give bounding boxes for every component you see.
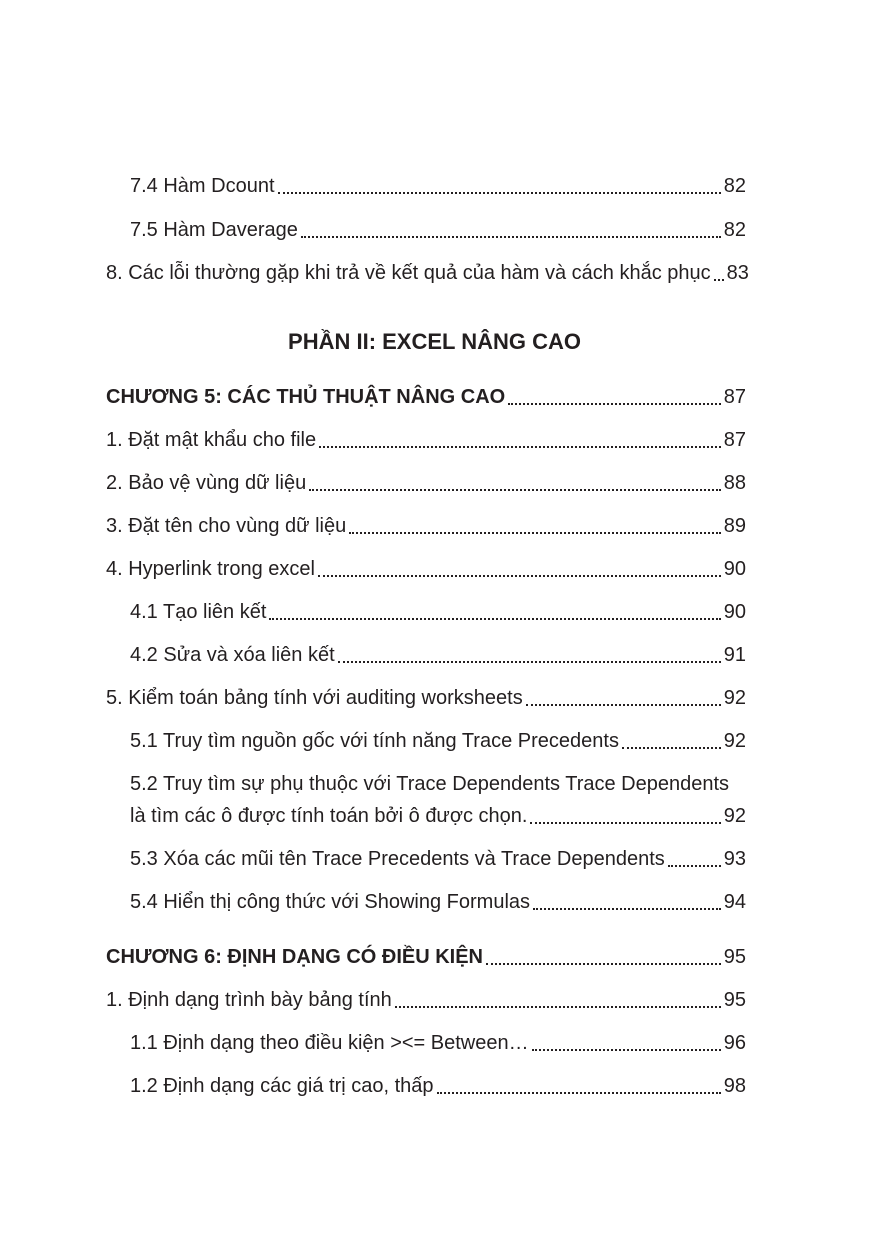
- toc-entry-page: 93: [723, 848, 746, 870]
- toc-entry-5-3: [106, 512, 746, 540]
- chapter-page: 87: [723, 386, 746, 408]
- toc-entry-page: 82: [723, 219, 746, 241]
- chapter-title: CHƯƠNG 5: CÁC THỦ THUẬT NÂNG CAO: [106, 386, 506, 408]
- toc-entry-label: 4.2 Sửa và xóa liên kết: [130, 644, 335, 666]
- toc-entry-5-4-2: [130, 641, 746, 669]
- dot-leader: [338, 661, 721, 663]
- toc-entry-6-1-2: [130, 1072, 746, 1100]
- toc-entry-5-5-2: [130, 802, 746, 830]
- toc-entry-label: 2. Bảo vệ vùng dữ liệu: [106, 472, 307, 494]
- toc-entry-5-5-4: [130, 888, 746, 916]
- dot-leader: [533, 908, 721, 910]
- toc-entry-page: 90: [723, 601, 746, 623]
- dot-leader: [319, 446, 721, 448]
- toc-entry-label: 7.5 Hàm Daverage: [130, 219, 298, 241]
- toc-entry-label: 4.1 Tạo liên kết: [130, 601, 267, 623]
- chapter-page: 95: [723, 946, 746, 968]
- toc-chapter-5: [106, 383, 746, 411]
- toc-entry-page: 88: [723, 472, 746, 494]
- part-heading: PHẦN II: EXCEL NÂNG CAO: [288, 329, 581, 354]
- toc-entry-label: 5.4 Hiển thị công thức với Showing Formulas: [130, 891, 531, 913]
- toc-entry-5-2: [106, 469, 746, 497]
- dot-leader: [269, 618, 720, 620]
- toc-entry-label: 3. Đặt tên cho vùng dữ liệu: [106, 515, 347, 537]
- toc-entry-5-5-2-line1: 5.2 Truy tìm sự phụ thuộc với Trace Dependents Trace Dependents: [130, 773, 730, 795]
- toc-entry-page: 83: [726, 262, 749, 284]
- toc-entry-label: 1.1 Định dạng theo điều kiện ><= Between…: [130, 1032, 529, 1054]
- toc-entry-5-4: [106, 555, 746, 583]
- dot-leader: [508, 403, 721, 405]
- dot-leader: [668, 865, 721, 867]
- toc-entry-page: 98: [723, 1075, 746, 1097]
- toc-entry-page: 92: [723, 730, 746, 752]
- toc-entry-label: là tìm các ô được tính toán bởi ô được chọn.: [130, 805, 528, 827]
- dot-leader: [714, 279, 724, 281]
- dot-leader: [622, 747, 721, 749]
- toc-entry-label: 8. Các lỗi thường gặp khi trả về kết quả của hàm và cách khắc phục: [106, 262, 711, 284]
- dot-leader: [532, 1049, 721, 1051]
- toc-entry-page: 92: [723, 687, 746, 709]
- toc-entry-label: 5.1 Truy tìm nguồn gốc với tính năng Trace Precedents: [130, 730, 619, 752]
- toc-entry-page: 94: [723, 891, 746, 913]
- toc-entry-page: 95: [723, 989, 746, 1011]
- toc-entry-5-5-1: [130, 727, 746, 755]
- toc-entry-5-5: [106, 684, 746, 712]
- toc-entry-page: 87: [723, 429, 746, 451]
- toc-entry-page: 96: [723, 1032, 746, 1054]
- toc-entry-7-4: [130, 172, 746, 200]
- toc-entry-6-1-1: [130, 1029, 746, 1057]
- toc-entry-label: 1. Đặt mật khẩu cho file: [106, 429, 317, 451]
- toc-entry-label: 1. Định dạng trình bày bảng tính: [106, 989, 392, 1011]
- toc-entry-6-1: [106, 986, 746, 1014]
- toc-entry-label: 1.2 Định dạng các giá trị cao, thấp: [130, 1075, 434, 1097]
- toc-entry-page: 91: [723, 644, 746, 666]
- dot-leader: [309, 489, 721, 491]
- toc-chapter-6: [106, 943, 746, 971]
- dot-leader: [318, 575, 721, 577]
- dot-leader: [301, 236, 721, 238]
- dot-leader: [278, 192, 721, 194]
- toc-entry-label: 4. Hyperlink trong excel: [106, 558, 315, 580]
- toc-entry-5-5-3: [130, 845, 746, 873]
- toc-entry-5-1: [106, 426, 746, 454]
- dot-leader: [437, 1092, 721, 1094]
- dot-leader: [486, 963, 721, 965]
- toc-entry-label: 7.4 Hàm Dcount: [130, 175, 275, 197]
- toc-entry-7-5: [130, 216, 746, 244]
- toc-entry-5-4-1: [130, 598, 746, 626]
- chapter-title: CHƯƠNG 6: ĐỊNH DẠNG CÓ ĐIỀU KIỆN: [106, 946, 484, 968]
- toc-entry-label: 5. Kiểm toán bảng tính với auditing worksheets: [106, 687, 523, 709]
- dot-leader: [526, 704, 721, 706]
- toc-entry-8: [106, 259, 749, 287]
- dot-leader: [395, 1006, 721, 1008]
- toc-entry-page: 92: [723, 805, 746, 827]
- toc-entry-page: 82: [723, 175, 746, 197]
- dot-leader: [530, 822, 720, 824]
- toc-entry-label: 5.3 Xóa các mũi tên Trace Precedents và Trace Dependents: [130, 848, 665, 870]
- toc-entry-page: 90: [723, 558, 746, 580]
- dot-leader: [349, 532, 721, 534]
- toc-entry-page: 89: [723, 515, 746, 537]
